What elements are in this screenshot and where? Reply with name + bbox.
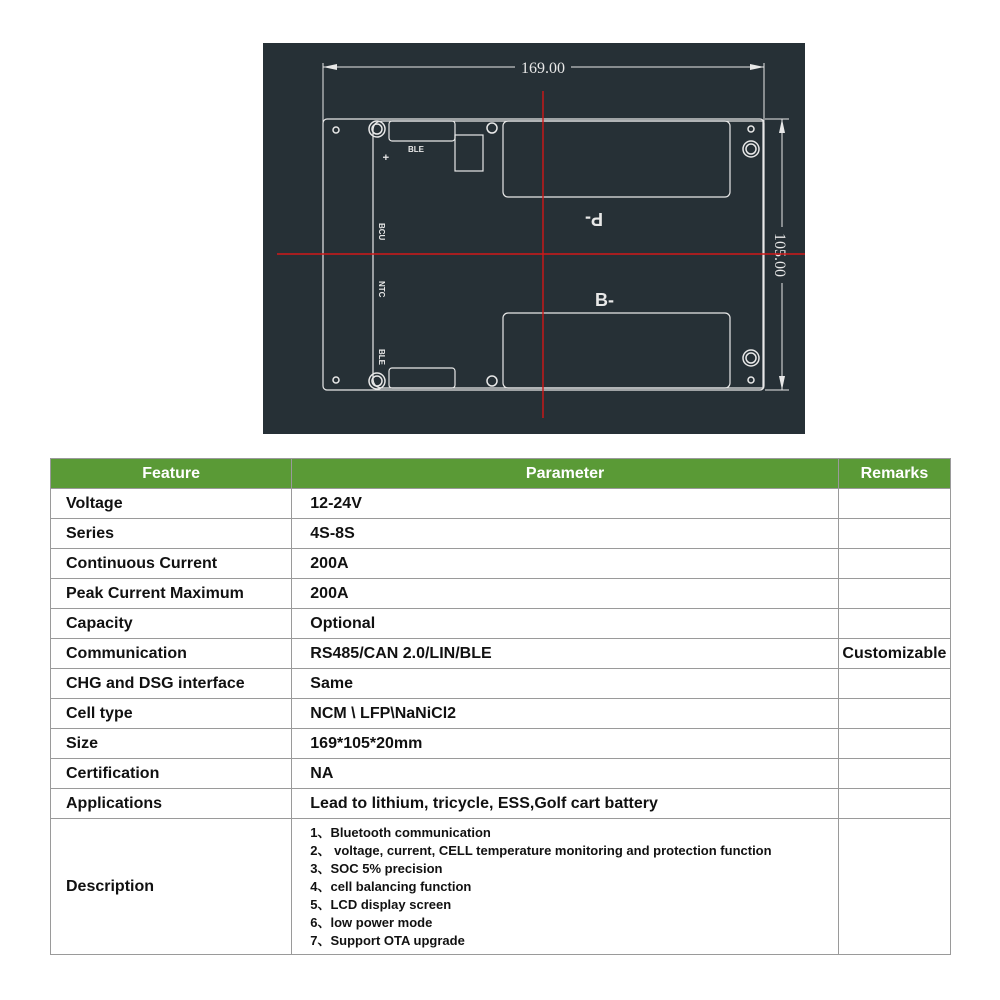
header-feature: Feature — [51, 459, 292, 489]
feature-cell: Size — [51, 729, 292, 759]
remarks-cell — [838, 549, 950, 579]
ntc-label: NTC — [377, 281, 386, 298]
height-dimension-text: 105.00 — [771, 233, 788, 277]
feature-cell: Cell type — [51, 699, 292, 729]
table-row — [51, 489, 951, 519]
remarks-cell — [838, 669, 950, 699]
header-parameter: Parameter — [292, 459, 839, 489]
description-remarks-cell — [838, 819, 950, 955]
table-row — [51, 669, 951, 699]
description-item: 3、SOC 5% precision — [310, 860, 443, 876]
pin-header-label: BLE — [408, 145, 424, 154]
description-item: 2、 voltage, current, CELL temperature monitoring and protection function — [310, 842, 772, 858]
plus-label: + — [379, 154, 391, 161]
bcu-label: BCU — [377, 223, 386, 241]
table-row — [51, 579, 951, 609]
arrow-left-icon — [323, 64, 337, 70]
table-row — [51, 789, 951, 819]
remarks-cell — [838, 579, 950, 609]
p-minus-label: P- — [585, 209, 603, 229]
parameter-cell: 169*105*20mm — [292, 729, 839, 759]
table-row — [51, 609, 951, 639]
description-list — [310, 824, 838, 950]
feature-cell: Voltage — [51, 489, 292, 519]
feature-cell: Capacity — [51, 609, 292, 639]
table-row — [51, 729, 951, 759]
parameter-cell: 12-24V — [292, 489, 839, 519]
remarks-cell — [838, 789, 950, 819]
ble-label: BLE — [377, 349, 386, 365]
table-row — [51, 519, 951, 549]
description-item: 5、LCD display screen — [310, 896, 452, 912]
arrow-up-icon — [779, 119, 785, 133]
remarks-cell — [838, 699, 950, 729]
feature-cell: Series — [51, 519, 292, 549]
b-minus-label: B- — [595, 290, 614, 310]
parameter-cell: 4S-8S — [292, 519, 839, 549]
parameter-cell: Lead to lithium, tricycle, ESS,Golf cart battery — [292, 789, 839, 819]
description-item: 6、low power mode — [310, 914, 433, 930]
remarks-cell: Customizable — [838, 639, 950, 669]
parameter-cell: RS485/CAN 2.0/LIN/BLE — [292, 639, 839, 669]
parameter-cell: Optional — [292, 609, 839, 639]
feature-cell: Continuous Current — [51, 549, 292, 579]
remarks-cell — [838, 729, 950, 759]
spec-table — [50, 458, 951, 955]
header-remarks: Remarks — [838, 459, 950, 489]
remarks-cell — [838, 759, 950, 789]
description-feature-cell: Description — [51, 819, 292, 955]
feature-cell: Peak Current Maximum — [51, 579, 292, 609]
arrow-down-icon — [779, 376, 785, 390]
parameter-cell: NA — [292, 759, 839, 789]
remarks-cell — [838, 489, 950, 519]
description-row — [51, 819, 951, 955]
feature-cell: Communication — [51, 639, 292, 669]
description-parameter-cell — [292, 819, 839, 955]
pcb-dimension-drawing — [263, 43, 805, 434]
remarks-cell — [838, 519, 950, 549]
feature-cell: Applications — [51, 789, 292, 819]
crosshair-lines — [277, 91, 805, 418]
feature-cell: Certification — [51, 759, 292, 789]
remarks-cell — [838, 609, 950, 639]
pcb-outline-svg — [263, 43, 805, 434]
parameter-cell: 200A — [292, 579, 839, 609]
table-row — [51, 699, 951, 729]
description-item: 7、Support OTA upgrade — [310, 932, 465, 948]
description-item: 4、cell balancing function — [310, 878, 472, 894]
table-row — [51, 639, 951, 669]
table-header-row — [51, 459, 951, 489]
parameter-cell: NCM \ LFP\NaNiCl2 — [292, 699, 839, 729]
feature-cell: CHG and DSG interface — [51, 669, 292, 699]
mounting-holes — [333, 121, 759, 389]
width-dimension-text: 169.00 — [521, 60, 565, 77]
arrow-right-icon — [750, 64, 764, 70]
table-row — [51, 549, 951, 579]
table-row — [51, 759, 951, 789]
parameter-cell: Same — [292, 669, 839, 699]
description-item: 1、Bluetooth communication — [310, 824, 491, 840]
parameter-cell: 200A — [292, 549, 839, 579]
